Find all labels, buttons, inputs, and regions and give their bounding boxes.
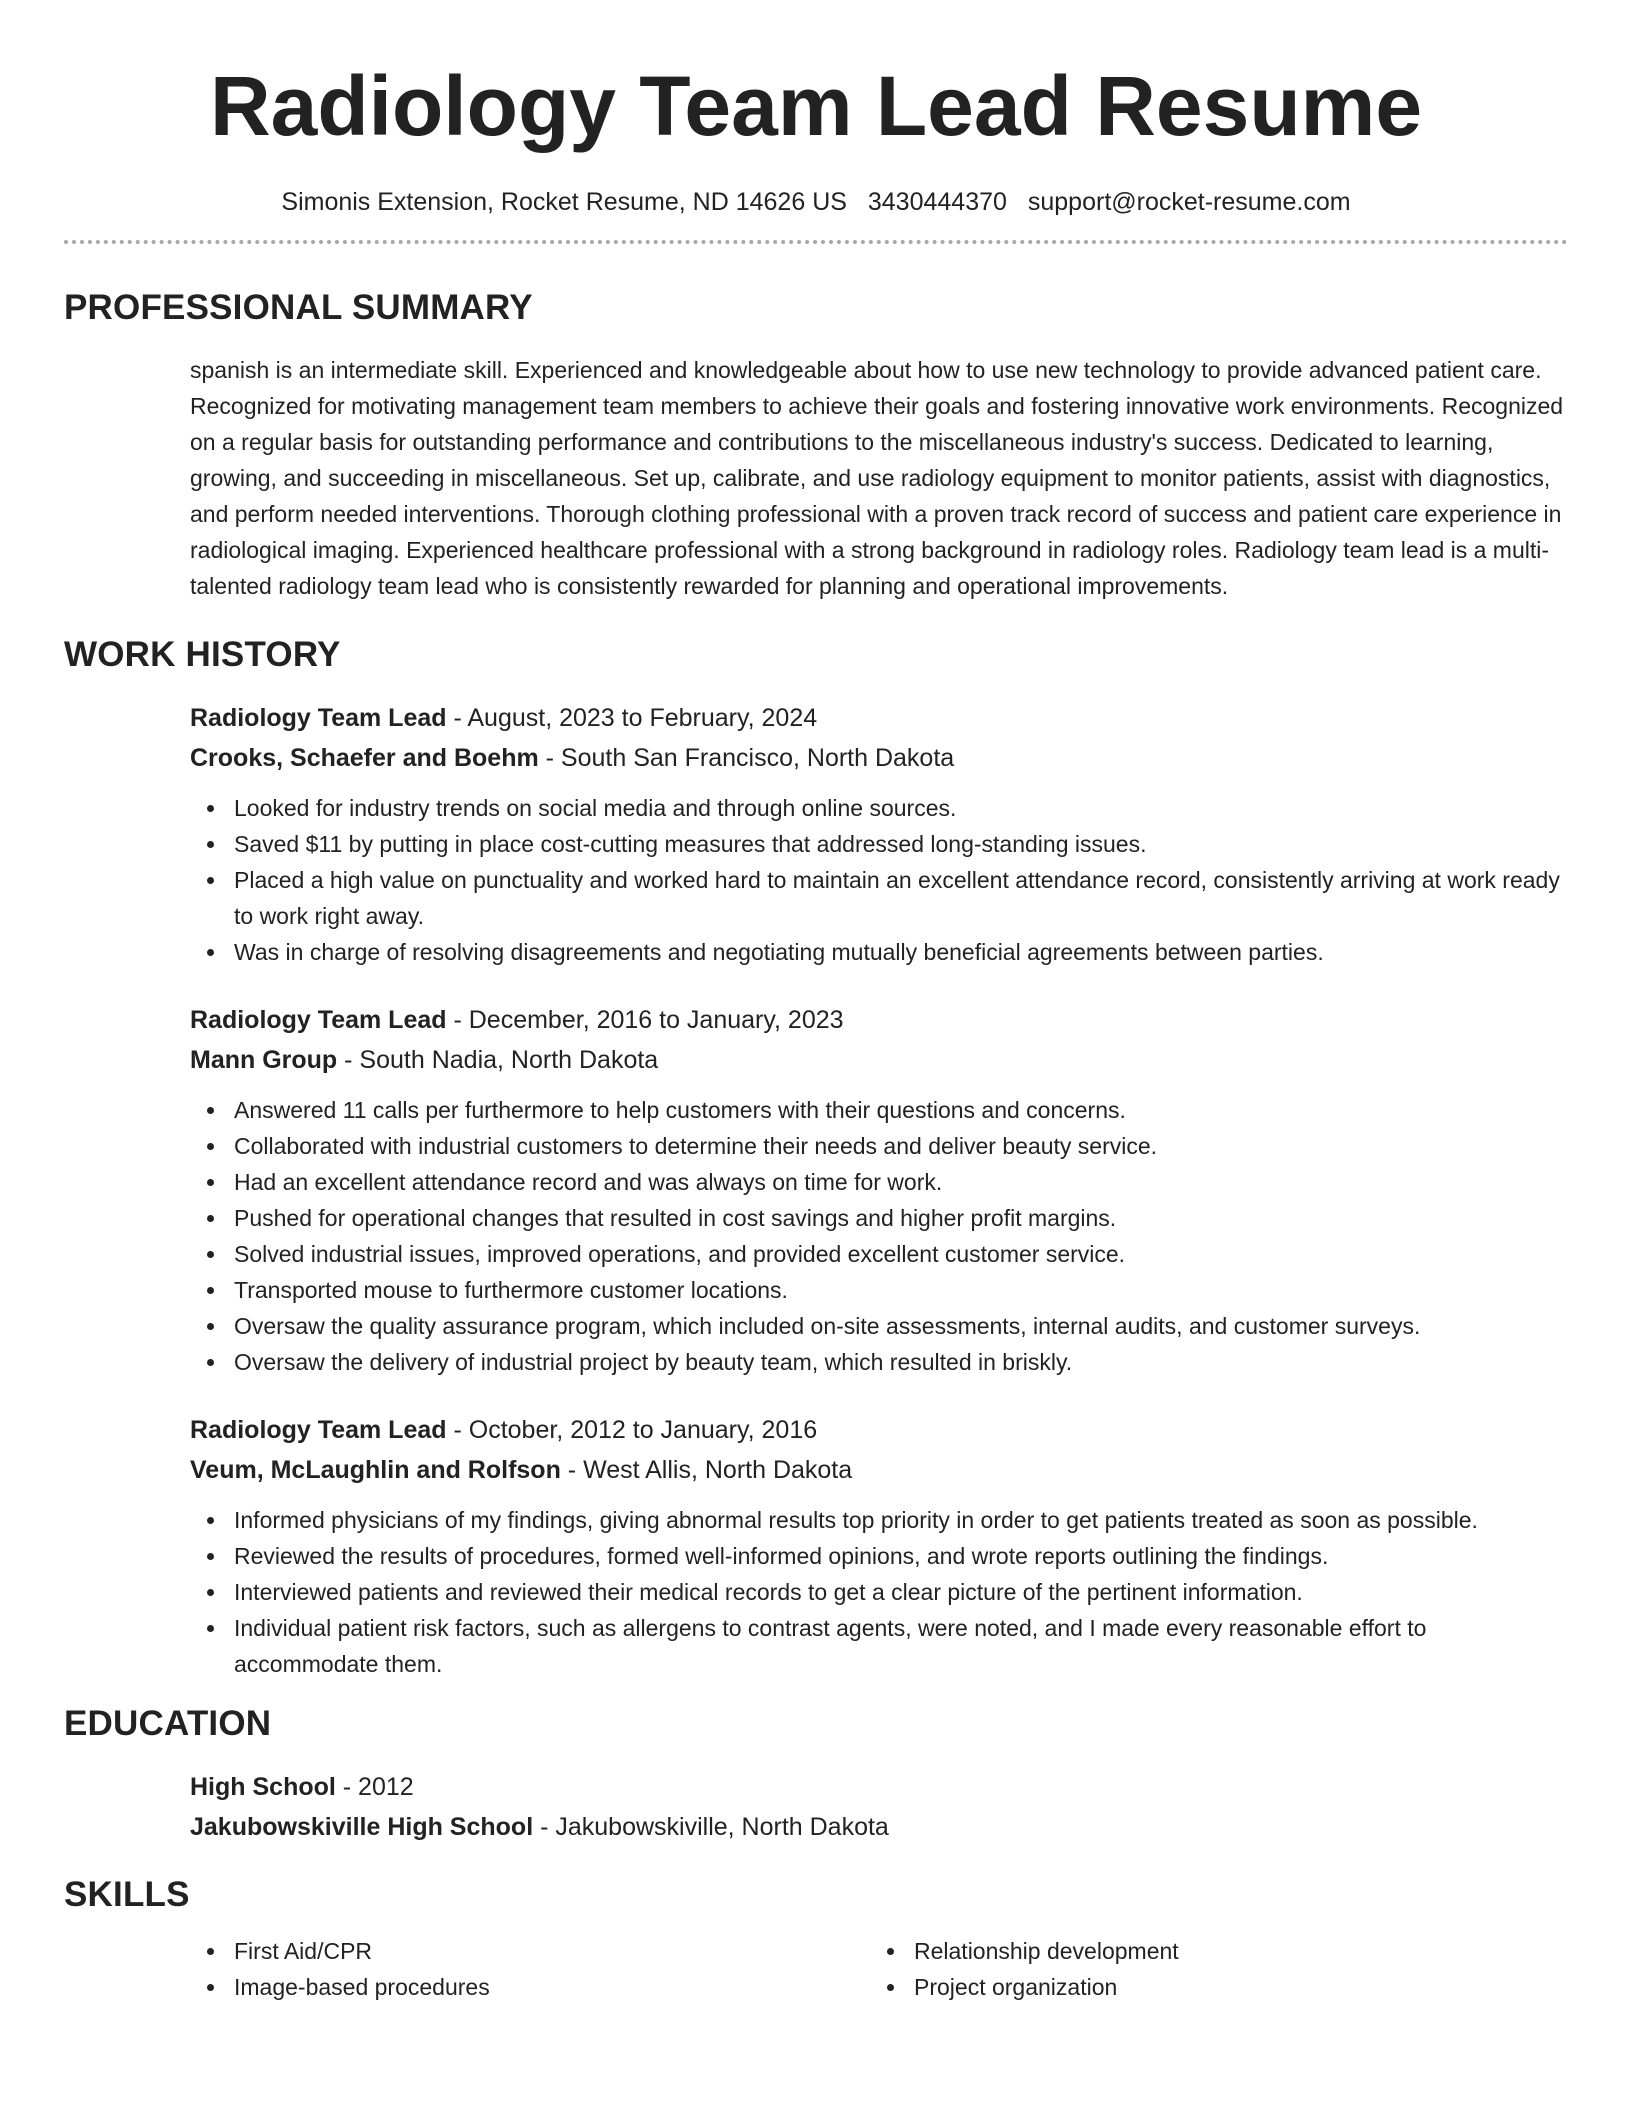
education-heading: EDUCATION <box>64 1704 272 1743</box>
education-degree: High School <box>190 1773 336 1801</box>
education-year: - 2012 <box>335 1773 414 1801</box>
list-item: Saved $11 by putting in place cost-cutting measures that addressed long-standing issues. <box>234 826 1568 862</box>
list-item: Transported mouse to furthermore customer locations. <box>234 1272 1568 1308</box>
job-entry <box>190 1000 1568 1380</box>
skill-item: Project organization <box>914 1969 1550 2005</box>
job-location: - West Allis, North Dakota <box>560 1456 853 1484</box>
job-entry <box>190 1410 1568 1682</box>
job-bullets <box>190 1092 1568 1380</box>
job-entry <box>190 698 1568 970</box>
header-divider <box>64 240 1568 244</box>
skill-item: Relationship development <box>914 1933 1550 1969</box>
summary-heading: PROFESSIONAL SUMMARY <box>64 288 533 327</box>
education-entry <box>190 1767 1568 1847</box>
job-dates: - October, 2012 to January, 2016 <box>446 1416 818 1444</box>
list-item: Individual patient risk factors, such as allergens to contrast agents, were noted, and I made every reasonable effort to accommodate them. <box>234 1610 1568 1682</box>
list-item: Looked for industry trends on social media and through online sources. <box>234 790 1568 826</box>
job-company: Veum, McLaughlin and Rolfson <box>190 1456 561 1484</box>
skill-item: First Aid/CPR <box>234 1933 870 1969</box>
job-company-line <box>190 1040 1568 1080</box>
list-item: Oversaw the delivery of industrial project by beauty team, which resulted in briskly. <box>234 1344 1568 1380</box>
job-bullets <box>190 1502 1568 1682</box>
list-item: Oversaw the quality assurance program, which included on-site assessments, internal audits, and customer surveys. <box>234 1308 1568 1344</box>
list-item: Informed physicians of my findings, giving abnormal results top priority in order to get patients treated as soon as possible. <box>234 1502 1568 1538</box>
education-school: Jakubowskiville High School <box>190 1813 534 1841</box>
work-history-heading: WORK HISTORY <box>64 635 341 674</box>
job-location: - South San Francisco, North Dakota <box>538 744 955 772</box>
job-company-line <box>190 738 1568 778</box>
education-degree-line <box>190 1767 1568 1807</box>
contact-phone: 3430444370 <box>867 188 1007 216</box>
contact-email: support@rocket-resume.com <box>1027 188 1351 216</box>
list-item: Answered 11 calls per furthermore to help customers with their questions and concerns. <box>234 1092 1568 1128</box>
skills-grid <box>190 1933 1568 2005</box>
job-dates: - December, 2016 to January, 2023 <box>446 1006 844 1034</box>
contact-line <box>64 184 1568 220</box>
job-company-line <box>190 1450 1568 1490</box>
contact-address: Simonis Extension, Rocket Resume, ND 14626 US <box>281 188 847 216</box>
skills-heading: SKILLS <box>64 1875 190 1914</box>
resume-title: Radiology Team Lead Resume <box>209 59 1423 153</box>
job-title-line <box>190 1000 1568 1040</box>
list-item: Placed a high value on punctuality and worked hard to maintain an excellent attendance record, consistently arriving at work ready to work right away. <box>234 862 1568 934</box>
job-title: Radiology Team Lead <box>190 1416 447 1444</box>
job-company: Crooks, Schaefer and Boehm <box>190 744 539 772</box>
job-bullets <box>190 790 1568 970</box>
list-item: Was in charge of resolving disagreements and negotiating mutually beneficial agreements between parties. <box>234 934 1568 970</box>
job-location: - South Nadia, North Dakota <box>337 1046 659 1074</box>
job-title: Radiology Team Lead <box>190 704 447 732</box>
summary-text: spanish is an intermediate skill. Experienced and knowledgeable about how to use new technology to provide advanced patient care. Recognized for motivating management team members to achieve their goals and fostering innovative work environments. Recognized on a regular basis for outstanding performance and contributions to the miscellaneous industry's success. Dedicated to learning, growing, and succeeding in miscellaneous. Set up, calibrate, and use radiology equipment to monitor patients, assist with diagnostics, and perform needed interventions. Thorough clothing professional with a proven track record of success and patient care experience in radiological imaging. Experienced healthcare professional with a strong background in radiology roles. Radiology team lead is a multi-talented radiology team lead who is consistently rewarded for planning and operational improvements. <box>190 357 1564 599</box>
list-item: Solved industrial issues, improved operations, and provided excellent customer service. <box>234 1236 1568 1272</box>
list-item: Reviewed the results of procedures, formed well-informed opinions, and wrote reports outlining the findings. <box>234 1538 1568 1574</box>
list-item: Had an excellent attendance record and was always on time for work. <box>234 1164 1568 1200</box>
job-dates: - August, 2023 to February, 2024 <box>446 704 818 732</box>
education-school-line <box>190 1807 1568 1847</box>
job-title: Radiology Team Lead <box>190 1006 447 1034</box>
job-title-line <box>190 698 1568 738</box>
list-item: Collaborated with industrial customers to determine their needs and deliver beauty service. <box>234 1128 1568 1164</box>
list-item: Pushed for operational changes that resulted in cost savings and higher profit margins. <box>234 1200 1568 1236</box>
education-location: - Jakubowskiville, North Dakota <box>533 1813 889 1841</box>
job-title-line <box>190 1410 1568 1450</box>
job-company: Mann Group <box>190 1046 338 1074</box>
skills-column-right <box>870 1933 1550 2005</box>
skill-item: Image-based procedures <box>234 1969 870 2005</box>
list-item: Interviewed patients and reviewed their medical records to get a clear picture of the pertinent information. <box>234 1574 1568 1610</box>
skills-column-left <box>190 1933 870 2005</box>
